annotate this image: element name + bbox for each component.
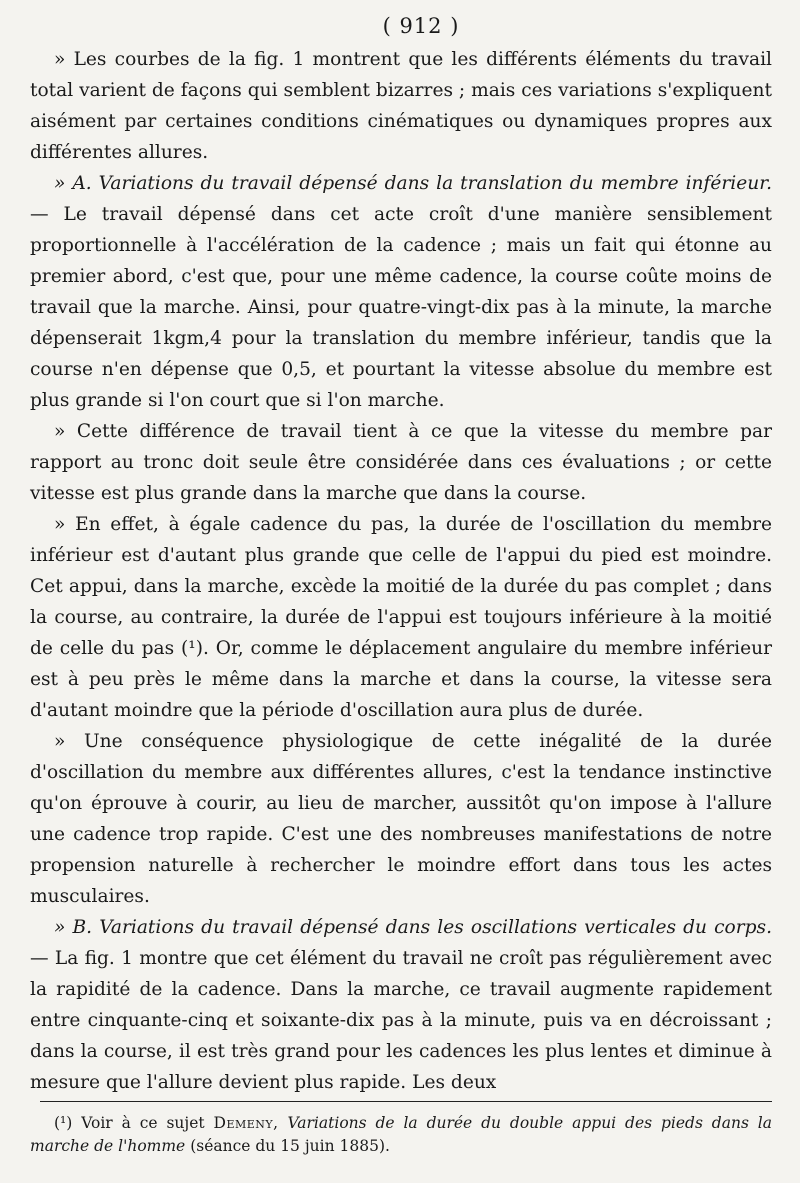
page-number: ( 912 ) bbox=[382, 14, 460, 38]
footnote-tail: (séance du 15 juin 1885). bbox=[190, 1137, 390, 1155]
footnote-intro: Voir à ce sujet bbox=[81, 1114, 205, 1132]
paragraph-2 bbox=[30, 168, 772, 416]
footnote-marker: (¹) bbox=[54, 1114, 73, 1132]
paragraph-5: » Une conséquence physiologique de cette inégalité de la durée d'oscillation du membre aux différentes allures, c'est la tendance instinctive qu'on éprouve à courir, au lieu de marcher, aussitôt qu'on impose à l'allure une cadence trop rapide. C'est une des nombreuses manifestations de notre propension naturelle à rechercher le moindre effort dans tous les actes musculaires. bbox=[30, 731, 772, 907]
section-b-body: — La fig. 1 montre que cet élément du travail ne croît pas régulièrement avec la rapidité de la cadence. Dans la marche, ce travail augmente rapidement entre cinquante-cinq et soixante-dix pas à la minute, puis va en décroissant ; dans la course, il est très grand pour les cadences les plus lentes et diminue à mesure que l'allure devient plus rapide. Les deux bbox=[30, 948, 772, 1093]
footnote-author: Demeny, bbox=[213, 1114, 279, 1132]
paragraph-3: » Cette différence de travail tient à ce que la vitesse du membre par rapport au tronc doit seule être considérée dans ces évaluations ; or cette vitesse est plus grande dans la marche que dans la course. bbox=[30, 421, 772, 504]
section-b-title: » B. Variations du travail dépensé dans les oscillations verticales du corps. bbox=[54, 917, 772, 938]
footnote bbox=[30, 1112, 772, 1158]
section-a-body: — Le travail dépensé dans cet acte croît d'une manière sensiblement proportionnelle à l'accélération de la cadence ; mais un fait qui étonne au premier abord, c'est que, pour une même cadence, la course coûte moins de travail que la marche. Ainsi, pour quatre-vingt-dix pas à la minute, la marche dépenserait 1kgm,4 pour la translation du membre inférieur, tandis que la course n'en dépense que 0,5, et pourtant la vitesse absolue du membre est plus grande si l'on court que si l'on marche. bbox=[30, 204, 772, 411]
footnote-rule bbox=[40, 1101, 772, 1102]
paragraph-4: » En effet, à égale cadence du pas, la durée de l'oscillation du membre inférieur est d'autant plus grande que celle de l'appui du pied est moindre. Cet appui, dans la marche, excède la moitié de la durée du pas complet ; dans la course, au contraire, la durée de l'appui est toujours inférieure à la moitié de celle du pas (¹). Or, comme le déplacement angulaire du membre inférieur est à peu près le même dans la marche et dans la course, la vitesse sera d'autant moindre que la période d'oscillation aura plus de durée. bbox=[30, 514, 772, 721]
paragraph-6 bbox=[30, 912, 772, 1098]
body-text bbox=[30, 44, 772, 1098]
section-a-title: » A. Variations du travail dépensé dans la translation du membre inférieur. bbox=[54, 173, 772, 194]
paragraph-1: » Les courbes de la fig. 1 montrent que les différents éléments du travail total varient de façons qui semblent bizarres ; mais ces variations s'expliquent aisément par certaines conditions cinématiques ou dynamiques propres aux différentes allures. bbox=[30, 49, 772, 163]
footnote-title: Variations de la durée du double appui des pieds dans la marche de l'homme bbox=[30, 1114, 772, 1155]
